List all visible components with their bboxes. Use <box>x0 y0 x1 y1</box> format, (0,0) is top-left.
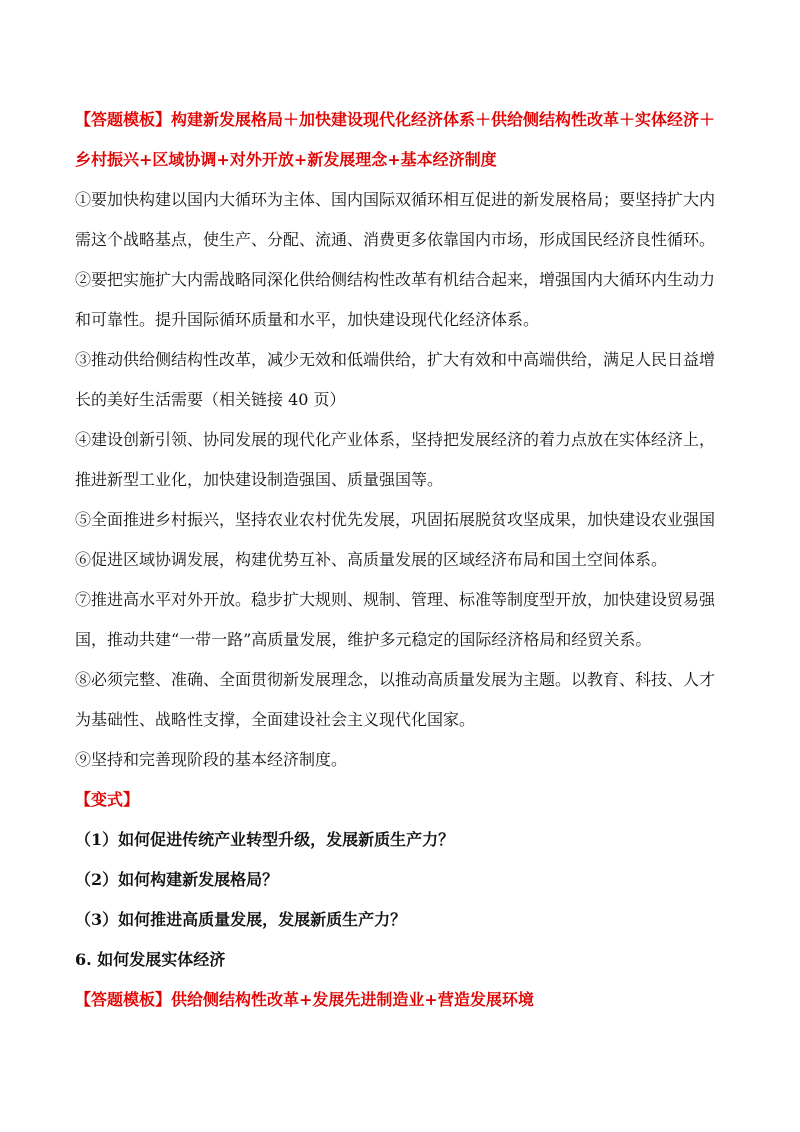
point-7-line-1: ⑦推进高水平对外开放。稳步扩大规则、规制、管理、标准等制度型开放，加快建设贸易强 <box>75 590 716 609</box>
answer-template-2-heading <box>75 980 735 1020</box>
point-5-line-1: ⑤全面推进乡村振兴，坚持农业农村优先发展，巩固拓展脱贫攻坚成果，加快建设农业强国 <box>75 510 716 529</box>
point-1-line-2: 需这个战略基点，使生产、分配、流通、消费更多依靠国内市场，形成国民经济良性循环。 <box>75 230 716 249</box>
point-3-line-2: 长的美好生活需要（相关链接 40 页） <box>75 390 346 409</box>
answer-template-heading <box>75 100 735 140</box>
point-2-line-1: ②要把实施扩大内需战略同深化供给侧结构性改革有机结合起来，增强国内大循环内生动力 <box>75 270 716 289</box>
answer-template-line-1: 构建新发展格局＋加快建设现代化经济体系＋供给侧结构性改革＋实体经济＋ <box>171 110 716 129</box>
section-6-title: 6. 如何发展实体经济 <box>75 950 226 969</box>
variants-heading: 【变式】 <box>75 790 140 809</box>
answer-template-2-line-1: 供给侧结构性改革+发展先进制造业+营造发展环境 <box>171 990 534 1009</box>
answer-template-tag: 【答题模板】 <box>75 110 172 129</box>
variant-item-3: （3）如何推进高质量发展，发展新质生产力？ <box>75 910 407 929</box>
point-6-line-1: ⑥促进区域协调发展，构建优势互补、高质量发展的区域经济布局和国土空间体系。 <box>75 550 668 569</box>
answer-template-line-2: 乡村振兴+区域协调+对外开放+新发展理念+基本经济制度 <box>75 150 497 169</box>
point-1-line-1: ①要加快构建以国内大循环为主体、国内国际双循环相互促进的新发展格局；要坚持扩大内 <box>75 190 716 209</box>
document-content <box>75 100 735 1020</box>
answer-template-2-tag: 【答题模板】 <box>75 990 172 1009</box>
point-7-line-2: 国，推动共建“一带一路”高质量发展，维护多元稳定的国际经济格局和经贸关系。 <box>75 630 652 649</box>
point-4-line-2: 推进新型工业化，加快建设制造强国、质量强国等。 <box>75 470 444 489</box>
point-3-line-1: ③推动供给侧结构性改革，减少无效和低端供给，扩大有效和中高端供给，满足人民日益增 <box>75 350 716 369</box>
point-9-line-1: ⑨坚持和完善现阶段的基本经济制度。 <box>75 750 348 769</box>
point-8-line-1: ⑧必须完整、准确、全面贯彻新发展理念，以推动高质量发展为主题。以教育、科技、人才 <box>75 670 716 689</box>
point-4-line-1: ④建设创新引领、协同发展的现代化产业体系，坚持把发展经济的着力点放在实体经济上， <box>75 430 716 449</box>
variant-item-1: （1）如何促进传统产业转型升级，发展新质生产力？ <box>75 830 455 849</box>
variant-item-2: （2）如何构建新发展格局？ <box>75 870 279 889</box>
point-8-line-2: 为基础性、战略性支撑，全面建设社会主义现代化国家。 <box>75 710 476 729</box>
point-2-line-2: 和可靠性。提升国际循环质量和水平，加快建设现代化经济体系。 <box>75 310 540 329</box>
